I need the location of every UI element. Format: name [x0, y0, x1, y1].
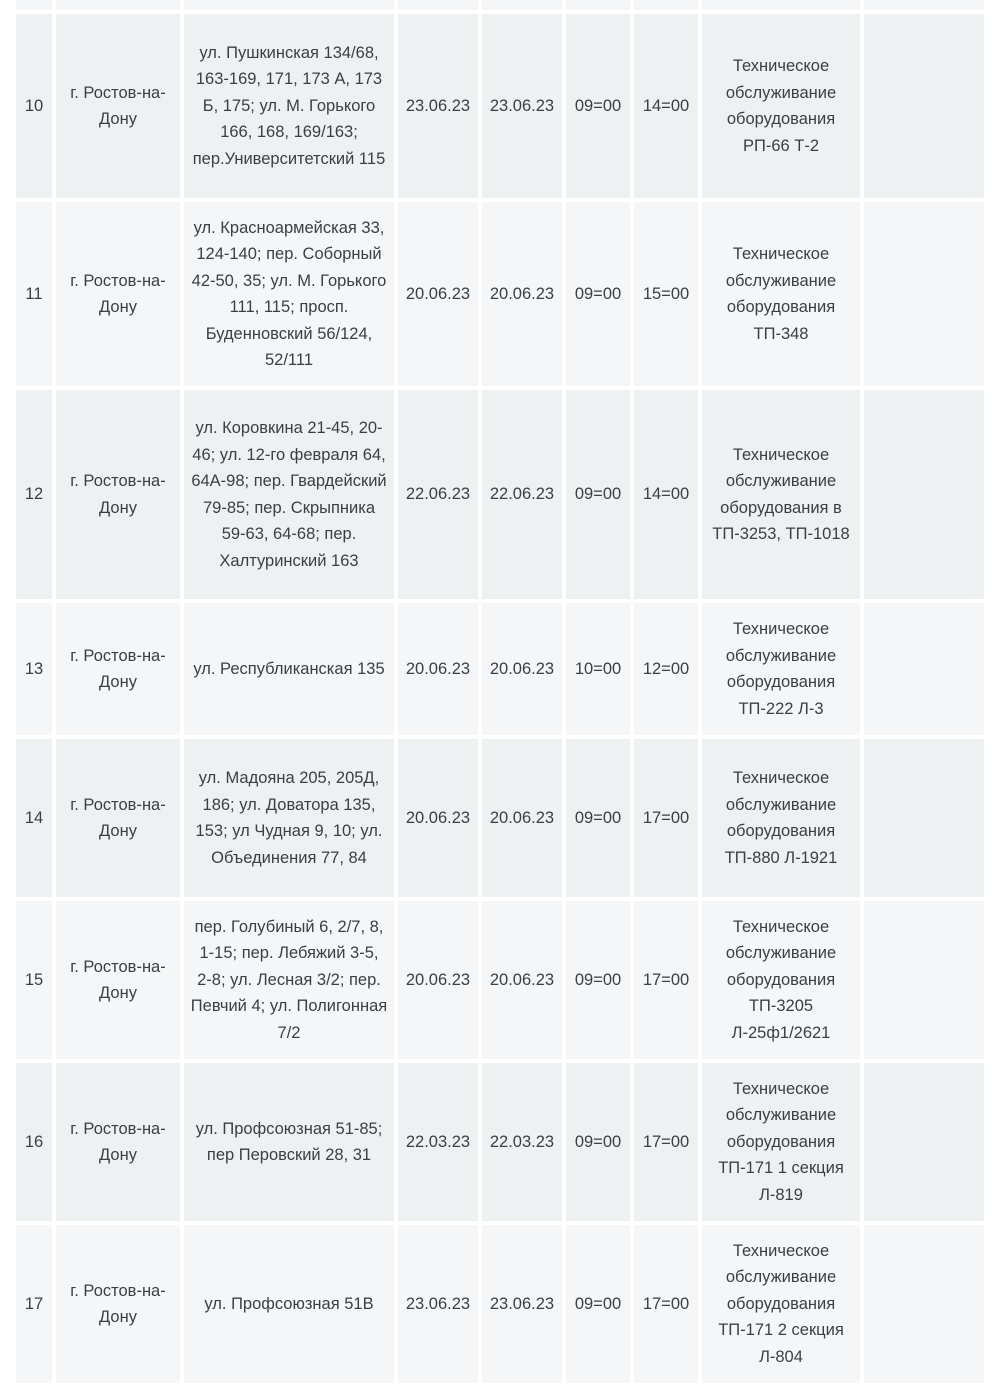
row-number: 17 [16, 1225, 52, 1383]
row-date-start: 20.06.23 [398, 202, 478, 386]
row-time-start: 09=00 [566, 14, 630, 198]
row-work-description: Техническое обслуживание оборудования ТП-171 1 секция Л-819 [702, 1063, 860, 1221]
row-note [864, 739, 984, 897]
row-cell [864, 0, 984, 10]
table-body [16, 0, 984, 1383]
row-city: г. Ростов-на-Дону [56, 202, 180, 386]
table-row [16, 390, 984, 599]
outage-schedule-table [12, 0, 988, 1387]
row-date-start: 23.06.23 [398, 1225, 478, 1383]
row-time-start: 09=00 [566, 739, 630, 897]
table-row [16, 739, 984, 897]
row-work-description: Техническое обслуживание оборудования ТП-348 [702, 202, 860, 386]
row-cell [702, 0, 860, 10]
row-time-end: 17=00 [634, 739, 698, 897]
row-date-end: 23.06.23 [482, 1225, 562, 1383]
table-row [16, 1063, 984, 1221]
row-time-start: 09=00 [566, 202, 630, 386]
row-cell [482, 0, 562, 10]
row-date-end: 23.06.23 [482, 14, 562, 198]
row-number: 16 [16, 1063, 52, 1221]
row-number: 10 [16, 14, 52, 198]
row-time-end: 14=00 [634, 390, 698, 599]
row-time-end: 14=00 [634, 14, 698, 198]
row-date-start: 20.06.23 [398, 901, 478, 1059]
row-date-start: 22.03.23 [398, 1063, 478, 1221]
row-date-start: 20.06.23 [398, 739, 478, 897]
row-work-description: Техническое обслуживание оборудования РП-66 Т-2 [702, 14, 860, 198]
row-date-end: 20.06.23 [482, 901, 562, 1059]
row-cell [184, 0, 394, 10]
row-number: 15 [16, 901, 52, 1059]
row-address: ул. Коровкина 21-45, 20-46; ул. 12-го февраля 64, 64А-98; пер. Гвардейский 79-85; пер. Скрыпника 59-63, 64-68; пер. Халтуринский 163 [184, 390, 394, 599]
row-address: ул. Республиканская 135 [184, 603, 394, 735]
row-city: г. Ростов-на-Дону [56, 14, 180, 198]
row-time-start: 10=00 [566, 603, 630, 735]
row-date-end: 22.03.23 [482, 1063, 562, 1221]
row-time-end: 15=00 [634, 202, 698, 386]
row-number: 12 [16, 390, 52, 599]
row-address: ул. Пушкинская 134/68, 163-169, 171, 173 А, 173 Б, 175; ул. М. Горького 166, 168, 169/163; пер.Университетский 115 [184, 14, 394, 198]
row-note [864, 1225, 984, 1383]
table-row [16, 202, 984, 386]
row-work-description: Техническое обслуживание оборудования ТП-3205 Л-25ф1/2621 [702, 901, 860, 1059]
row-city: г. Ростов-на-Дону [56, 901, 180, 1059]
row-work-description: Техническое обслуживание оборудования ТП-171 2 секция Л-804 [702, 1225, 860, 1383]
row-number: 14 [16, 739, 52, 897]
row-time-start: 09=00 [566, 901, 630, 1059]
row-city: г. Ростов-на-Дону [56, 1063, 180, 1221]
row-date-end: 22.06.23 [482, 390, 562, 599]
row-date-end: 20.06.23 [482, 202, 562, 386]
row-work-description: Техническое обслуживание оборудования в ТП-3253, ТП-1018 [702, 390, 860, 599]
row-city: г. Ростов-на-Дону [56, 603, 180, 735]
row-city: г. Ростов-на-Дону [56, 1225, 180, 1383]
row-time-start: 09=00 [566, 1063, 630, 1221]
row-address: ул. Профсоюзная 51-85; пер Перовский 28, 31 [184, 1063, 394, 1221]
row-address: ул. Мадояна 205, 205Д, 186; ул. Доватора 135, 153; ул Чудная 9, 10; ул. Объединения 77, 84 [184, 739, 394, 897]
table-row-top-partial [16, 0, 984, 10]
row-time-end: 12=00 [634, 603, 698, 735]
row-date-start: 23.06.23 [398, 14, 478, 198]
row-cell [398, 0, 478, 10]
row-cell [16, 0, 52, 10]
row-note [864, 14, 984, 198]
row-note [864, 202, 984, 386]
row-date-end: 20.06.23 [482, 603, 562, 735]
row-city: г. Ростов-на-Дону [56, 739, 180, 897]
row-date-end: 20.06.23 [482, 739, 562, 897]
row-time-end: 17=00 [634, 1063, 698, 1221]
row-number: 11 [16, 202, 52, 386]
row-date-start: 20.06.23 [398, 603, 478, 735]
row-time-start: 09=00 [566, 1225, 630, 1383]
table-row [16, 603, 984, 735]
row-address: ул. Красноармейская 33, 124-140; пер. Соборный 42-50, 35; ул. М. Горького 111, 115; просп. Буденновский 56/124, 52/111 [184, 202, 394, 386]
row-note [864, 390, 984, 599]
row-date-start: 22.06.23 [398, 390, 478, 599]
row-work-description: Техническое обслуживание оборудования ТП-880 Л-1921 [702, 739, 860, 897]
row-time-end: 17=00 [634, 1225, 698, 1383]
row-work-description: Техническое обслуживание оборудования ТП-222 Л-3 [702, 603, 860, 735]
row-number: 13 [16, 603, 52, 735]
row-note [864, 1063, 984, 1221]
row-time-start: 09=00 [566, 390, 630, 599]
row-city: г. Ростов-на-Дону [56, 390, 180, 599]
row-note [864, 901, 984, 1059]
row-cell [566, 0, 630, 10]
row-cell [634, 0, 698, 10]
table-row [16, 901, 984, 1059]
row-note [864, 603, 984, 735]
row-address: пер. Голубиный 6, 2/7, 8, 1-15; пер. Лебяжий 3-5, 2-8; ул. Лесная 3/2; пер. Певчий 4; ул. Полигонная 7/2 [184, 901, 394, 1059]
row-address: ул. Профсоюзная 51В [184, 1225, 394, 1383]
row-cell [56, 0, 180, 10]
table-row [16, 1225, 984, 1383]
row-time-end: 17=00 [634, 901, 698, 1059]
table-row [16, 14, 984, 198]
